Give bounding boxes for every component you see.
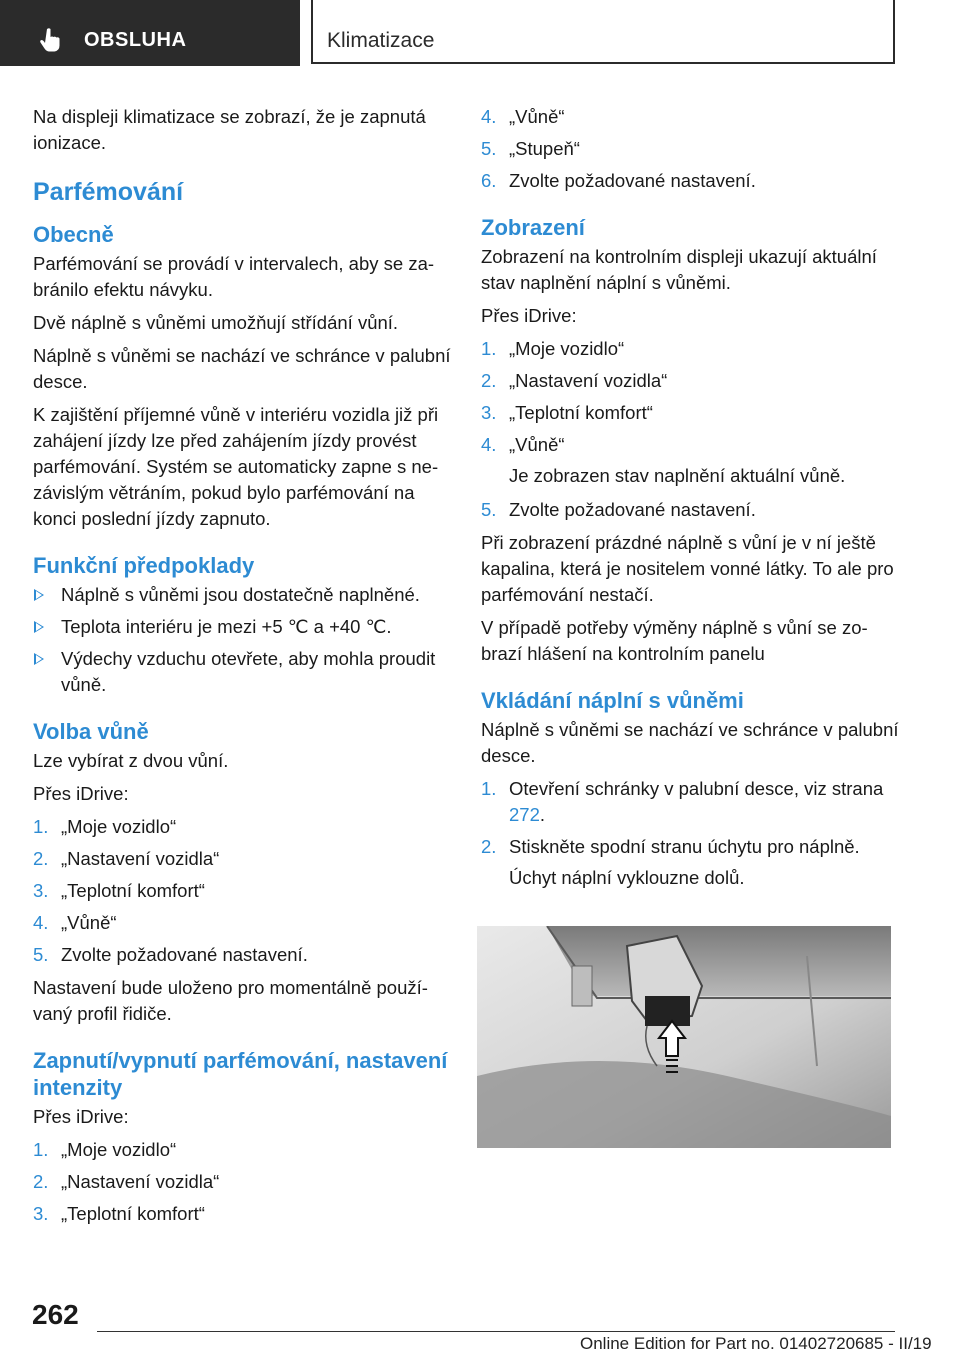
heading-general: Obecně [33, 222, 114, 247]
list-item: 1. „Moje vozidlo“ [33, 1139, 177, 1160]
paragraph: Dvě náplně s vůněmi umožňují střídání vůní. [33, 312, 399, 333]
select-steps-list [33, 814, 453, 968]
prerequisites-list [33, 582, 453, 698]
list-item: 3. „Teplotní komfort“ [33, 880, 205, 901]
paragraph: Přes iDrive: [33, 783, 129, 804]
list-item: 2. „Nastavení vozidla“ [481, 370, 668, 391]
paragraph: Zobrazení na kontrolním displeji ukazují aktuální stav naplnění náplní s vůněmi. [481, 246, 877, 293]
chapter-tab[interactable] [311, 0, 895, 64]
paragraph: Přes iDrive: [33, 1106, 129, 1127]
list-item: 1. „Moje vozidlo“ [33, 816, 177, 837]
list-item: 2. „Nastavení vozidla“ [33, 1171, 220, 1192]
heading-select-scent: Volba vůně [33, 719, 149, 744]
section-tab[interactable] [0, 0, 300, 66]
list-item: 5. „Stupeň“ [481, 138, 580, 159]
list-item: 6. Zvolte požadované nastavení. [481, 170, 756, 191]
display-steps-list [481, 336, 901, 458]
list-item: Teplota interiéru je mezi +5 ℃ a +40 ℃. [33, 614, 453, 640]
paragraph: Parfémování se provádí v intervalech, aby se zabránilo efektu návyku. [33, 253, 435, 300]
triangle-bullet-icon [34, 589, 44, 601]
list-item: 3. „Teplotní komfort“ [481, 402, 653, 423]
list-item: Náplně s vůněmi jsou dostatečně naplněné. [33, 582, 453, 608]
paragraph: Nastavení bude uloženo pro momentálně používaný profil řidiče. [33, 977, 428, 1024]
triangle-bullet-icon [34, 653, 44, 665]
list-item: 2. „Nastavení vozidla“ [33, 848, 220, 869]
toggle-steps-continued-list [481, 104, 901, 194]
heading-insert: Vkládání náplní s vůněmi [481, 688, 744, 713]
page-header [0, 0, 960, 66]
step-sub-text: Úchyt náplní vyklouzne dolů. [509, 867, 745, 888]
list-item: 4. „Vůně“ [481, 106, 565, 127]
triangle-bullet-icon [34, 621, 44, 633]
footer-divider [97, 1331, 895, 1332]
section-heading: Parfémování [33, 178, 184, 206]
heading-prerequisites: Funkční předpoklady [33, 553, 255, 578]
page-number: 262 [32, 1299, 79, 1330]
list-item: 5. Zvolte požadované nastavení. [33, 944, 308, 965]
paragraph: Při zobrazení prázdné náplně s vůní je v ní ještě kapalina, která je nositelem vonné látky. To ale pro parfémování nestačí. [481, 532, 894, 605]
hand-pointer-icon [38, 26, 66, 54]
section-label: OBSLUHA [84, 29, 187, 51]
display-steps-list-end [481, 497, 901, 523]
left-column [33, 104, 453, 1234]
paragraph: Přes iDrive: [481, 305, 577, 326]
heading-display: Zobrazení [481, 215, 585, 240]
paragraph: Náplně s vůněmi se nachází ve schránce v palubní desce. [481, 719, 899, 766]
paragraph: Lze vybírat z dvou vůní. [33, 750, 229, 771]
paragraph: V případě potřeby výměny náplně s vůní se zobrazí hlášení na kontrolním panelu [481, 617, 868, 664]
right-column [481, 104, 901, 899]
paragraph: Náplně s vůněmi se nachází ve schránce v palubní desce. [33, 345, 451, 392]
list-item: Výdechy vzduchu otevřete, aby mohla proudit vůně. [33, 646, 453, 698]
insert-steps-list [481, 776, 901, 860]
list-item: 1. Otevření schránky v palubní desce, viz strana 272. [481, 778, 884, 825]
list-item: 1. „Moje vozidlo“ [481, 338, 625, 359]
edition-text: Online Edition for Part no. 01402720685 - II/19 [580, 1334, 932, 1353]
heading-toggle: Zapnutí/vypnutí parfémování, nastavení intenzity [33, 1048, 448, 1100]
page-link[interactable]: 272 [509, 804, 540, 825]
list-item: 3. „Teplotní komfort“ [33, 1203, 205, 1224]
list-item: 4. „Vůně“ [481, 434, 565, 455]
glovebox-photo [477, 926, 891, 1148]
list-item: 4. „Vůně“ [33, 912, 117, 933]
intro-paragraph: Na displeji klimatizace se zobrazí, že je zapnutá ionizace. [33, 106, 426, 153]
list-item: 5. Zvolte požadované nastavení. [481, 499, 756, 520]
toggle-steps-list [33, 1137, 453, 1227]
step-sub-text: Je zobrazen stav naplnění aktuální vůně. [509, 465, 846, 486]
list-item: 2. Stiskněte spodní stranu úchytu pro náplně. [481, 836, 860, 857]
chapter-label: Klimatizace [327, 29, 435, 52]
paragraph: K zajištění příjemné vůně v interiéru vozidla již při zahájení jízdy lze před zahájením jízdy provést parfémování. Systém se automaticky zapne s nezávislým větráním, pokud bylo parfémování na konci poslední jízdy zapnuto. [33, 404, 439, 529]
